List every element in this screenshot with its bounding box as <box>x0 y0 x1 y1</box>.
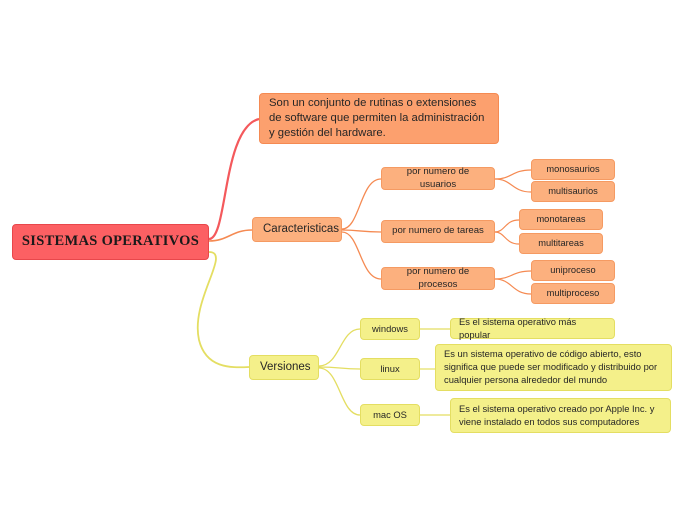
node-mac-os[interactable] <box>360 404 420 426</box>
branch-versiones-label: Versiones <box>260 360 311 373</box>
leaf-multisaurios-label: multisaurios <box>548 186 598 197</box>
leaf-uniproceso-label: uniproceso <box>550 265 596 276</box>
connector-caracteristicas-usuarios <box>342 179 381 229</box>
connector-procesos-uniproceso <box>495 271 531 279</box>
description-linux-label: Es un sistema operativo de código abierto, esto significa que puede ser modificado y distribuido por cualquier persona alrededor del mundo <box>444 348 658 385</box>
connector-tareas-multitareas <box>495 232 519 244</box>
connector-root-caracteristicas <box>209 230 252 241</box>
connector-caracteristicas-tareas <box>342 230 381 232</box>
node-por-numero-de-procesos-label: por numero de procesos <box>406 265 470 290</box>
leaf-monotareas-label: monotareas <box>536 214 586 225</box>
node-windows-label: windows <box>372 322 408 334</box>
node-por-numero-de-usuarios-label: por numero de usuarios <box>406 165 470 190</box>
leaf-monotareas[interactable] <box>519 209 603 230</box>
node-por-numero-de-usuarios[interactable] <box>381 167 495 190</box>
leaf-multitareas[interactable] <box>519 233 603 254</box>
leaf-multisaurios[interactable] <box>531 181 615 202</box>
connector-versiones-macos <box>319 368 360 415</box>
connector-caracteristicas-procesos <box>342 232 381 279</box>
leaf-multiproceso-label: multiproceso <box>546 288 600 299</box>
description-mac-os-label: Es el sistema operativo creado por Apple Inc. y viene instalado en todos sus computadores <box>459 402 655 427</box>
connector-tareas-monotareas <box>495 220 519 232</box>
description-linux[interactable] <box>435 344 672 391</box>
node-por-numero-de-tareas-label: por numero de tareas <box>392 225 484 237</box>
leaf-multiproceso[interactable] <box>531 283 615 304</box>
description-node[interactable] <box>259 93 499 144</box>
connector-versiones-linux <box>319 367 360 369</box>
description-windows[interactable] <box>450 315 615 340</box>
node-windows[interactable] <box>360 318 420 340</box>
node-linux[interactable] <box>360 358 420 380</box>
connector-usuarios-monosaurios <box>495 170 531 179</box>
connector-versiones-windows <box>319 329 360 366</box>
branch-caracteristicas-label: Caracteristicas <box>263 222 340 235</box>
connector-usuarios-multisaurios <box>495 179 531 192</box>
description-windows-label: Es el sistema operativo más popular <box>459 315 577 340</box>
description-mac-os[interactable] <box>450 398 671 433</box>
connector-procesos-multiproceso <box>495 279 531 294</box>
leaf-monosaurios[interactable] <box>531 159 615 180</box>
leaf-uniproceso[interactable] <box>531 260 615 281</box>
node-por-numero-de-tareas[interactable] <box>381 220 495 243</box>
leaf-multitareas-label: multitareas <box>538 238 584 249</box>
root-node-label: SISTEMAS OPERATIVOS <box>21 233 200 250</box>
node-mac-os-label: mac OS <box>373 408 407 420</box>
branch-caracteristicas[interactable] <box>252 217 342 242</box>
root-node[interactable] <box>12 224 209 260</box>
leaf-monosaurios-label: monosaurios <box>546 164 600 175</box>
description-node-label: Son un conjunto de rutinas o extensiones de software que permiten la administración y gestión del hardware. <box>269 96 485 140</box>
node-por-numero-de-procesos[interactable] <box>381 267 495 290</box>
branch-versiones[interactable] <box>249 355 319 380</box>
node-linux-label: linux <box>380 362 400 374</box>
connector-root-versiones <box>198 252 249 367</box>
